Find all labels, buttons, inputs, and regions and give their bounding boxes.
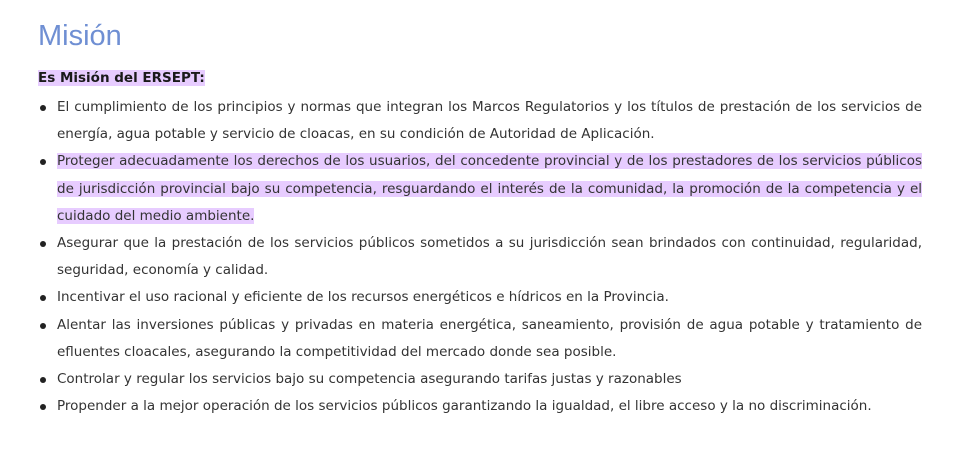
bullet-icon <box>40 377 46 383</box>
list-item-text: Alentar las inversiones públicas y privadas en materia energética, saneamiento, provisión de agua potable y tratamiento de efluentes cloacales, asegurando la competitividad del mercado donde sea posible. <box>57 316 922 360</box>
bullet-icon <box>40 404 46 410</box>
list-item-text: Incentivar el uso racional y eficiente de los recursos energéticos e hídricos en la Provincia. <box>57 289 669 306</box>
list-item-text: Propender a la mejor operación de los servicios públicos garantizando la igualdad, el libre acceso y la no discriminación. <box>57 398 872 415</box>
mission-list <box>38 94 922 420</box>
list-item <box>38 94 922 148</box>
list-item <box>38 312 922 366</box>
bullet-icon <box>40 241 46 247</box>
mission-section <box>38 18 922 420</box>
bullet-icon <box>40 105 46 111</box>
bullet-icon <box>40 323 46 329</box>
list-item-text: Asegurar que la prestación de los servicios públicos sometidos a su jurisdicción sean brindados con continuidad, regularidad, seguridad, economía y calidad. <box>57 235 922 279</box>
page-title: Misión <box>38 20 122 52</box>
bullet-icon <box>40 295 46 301</box>
list-item <box>38 393 922 420</box>
list-item <box>38 284 922 311</box>
list-item <box>38 148 922 230</box>
mission-intro <box>38 68 922 88</box>
mission-intro-text: Es Misión del ERSEPT: <box>38 70 205 86</box>
bullet-icon <box>40 159 46 165</box>
list-item-text: Proteger adecuadamente los derechos de los usuarios, del concedente provincial y de los prestadores de los servicios públicos de jurisdicción provincial bajo su competencia, resguardando el interés de la comunidad, la promoción de la competencia y el cuidado del medio ambiente. <box>57 153 922 224</box>
list-item-text: El cumplimiento de los principios y normas que integran los Marcos Regulatorios y los títulos de prestación de los servicios de energía, agua potable y servicio de cloacas, en su condición de Autoridad de Aplicación. <box>57 99 922 143</box>
list-item <box>38 230 922 284</box>
list-item <box>38 366 922 393</box>
list-item-text: Controlar y regular los servicios bajo su competencia asegurando tarifas justas y razonables <box>57 371 682 388</box>
